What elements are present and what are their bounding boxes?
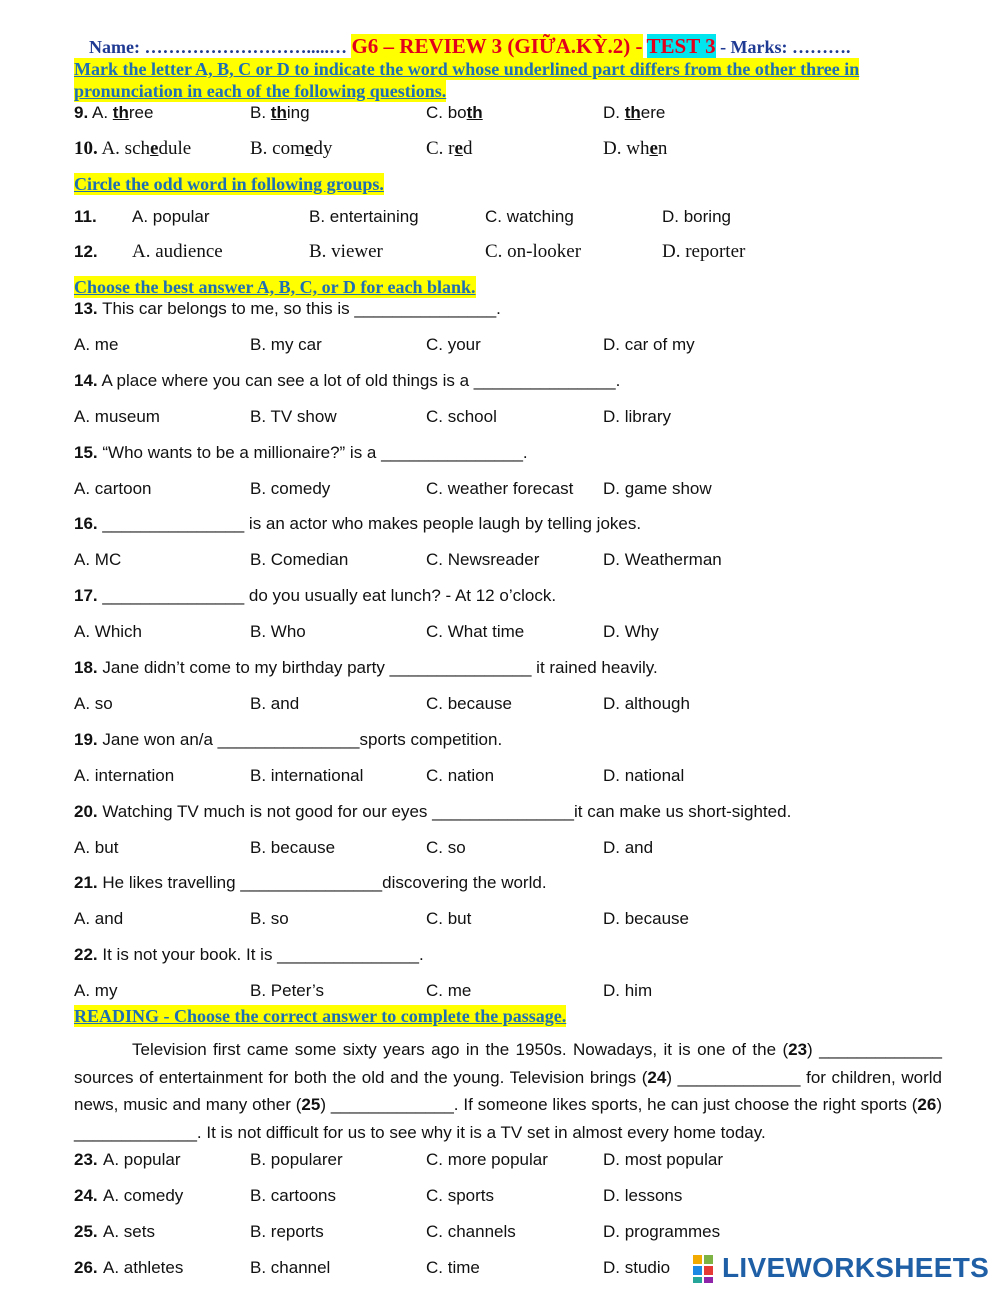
- option-c-prefix: C. bo: [426, 103, 467, 122]
- passage-text-1: Television first came some sixty years ago in the 1950s. Nowadays, it is one of the (: [132, 1040, 789, 1059]
- option-d[interactable]: D. boring: [662, 207, 731, 226]
- option-b[interactable]: B. TV show: [250, 406, 337, 426]
- option-a-suffix: dule: [158, 138, 192, 159]
- option-d[interactable]: D. although: [603, 694, 690, 713]
- option-b[interactable]: B. reports: [250, 1221, 324, 1241]
- option-d[interactable]: D. game show: [603, 478, 712, 498]
- title-separator: [643, 40, 647, 57]
- passage-blank-26: 26: [917, 1095, 937, 1114]
- section-heading-pronunciation-2: pronunciation in each of the following questions.: [74, 81, 447, 101]
- option-a[interactable]: A. MC: [74, 550, 122, 570]
- option-c[interactable]: C. time: [426, 1257, 480, 1277]
- option-c-suffix: d: [462, 138, 473, 159]
- option-a-prefix: A.: [91, 103, 113, 122]
- option-b[interactable]: B. viewer: [309, 241, 383, 262]
- question-text: Jane won an/a _______________sports competition.: [102, 729, 503, 749]
- question-number: 10.: [74, 138, 98, 159]
- passage-blank-24: 24: [647, 1067, 667, 1087]
- option-d[interactable]: D. national: [603, 765, 685, 785]
- option-c[interactable]: C. because: [426, 694, 512, 713]
- option-d-prefix: D. wh: [603, 138, 650, 159]
- option-d-prefix: D.: [603, 103, 625, 122]
- passage-text-4: ) _____________. If someone likes sports, he can just choose the right sports (: [320, 1095, 918, 1114]
- question-number: 22.: [74, 945, 98, 965]
- passage-blank-25: 25: [301, 1095, 321, 1114]
- option-c-underlined: e: [454, 138, 463, 159]
- option-a[interactable]: A. cartoon: [74, 478, 152, 498]
- option-d-underlined: th: [624, 103, 641, 122]
- liveworksheets-logo-text: LIVEWORKSHEETS: [722, 1252, 990, 1283]
- option-b[interactable]: B. entertaining: [309, 207, 419, 226]
- question-text: It is not your book. It is _______________.: [102, 945, 424, 965]
- question-16: [74, 514, 641, 534]
- option-d-suffix: ere: [640, 103, 666, 122]
- question-text: Watching TV much is not good for our eyes _______________it can make us short-sighted.: [102, 801, 792, 821]
- option-a[interactable]: A. but: [74, 837, 119, 857]
- option-a[interactable]: A. comedy: [103, 1185, 184, 1205]
- section-heading-pronunciation: Mark the letter A, B, C or D to indicate the word whose underlined part differs from the other three in: [74, 59, 860, 79]
- question-number: 9.: [74, 103, 89, 122]
- marks-label: - Marks: ……….: [720, 37, 851, 57]
- reading-passage: [74, 1036, 942, 1146]
- question-18: [74, 658, 658, 678]
- passage-blank-23: 23: [788, 1040, 808, 1059]
- option-a-underlined: e: [150, 138, 159, 159]
- option-b[interactable]: B. comedy: [250, 478, 331, 498]
- option-d-suffix: n: [657, 138, 668, 159]
- question-number: 20.: [74, 801, 98, 821]
- option-b[interactable]: B. international: [250, 765, 364, 785]
- section-heading-best-answer: Choose the best answer A, B, C, or D for each blank.: [74, 277, 476, 297]
- question-22: [74, 945, 424, 965]
- option-a[interactable]: A. athletes: [103, 1257, 184, 1277]
- option-d[interactable]: D. Why: [603, 622, 659, 642]
- name-label: Name: ……………………….....…: [89, 37, 347, 57]
- option-a[interactable]: A. internation: [74, 765, 175, 785]
- question-number: 15.: [74, 442, 98, 462]
- question-text: A place where you can see a lot of old things is a _______________.: [101, 370, 621, 390]
- question-text: “Who wants to be a millionaire?” is a _______________.: [102, 442, 528, 462]
- option-a[interactable]: A. sets: [103, 1221, 155, 1241]
- question-number: 25.: [74, 1221, 98, 1241]
- option-b[interactable]: B. cartoons: [250, 1185, 336, 1205]
- option-c[interactable]: C. on-looker: [485, 241, 582, 262]
- question-number: 21.: [74, 873, 98, 893]
- passage-text-2: ) _____________ sources of entertainment for both the old and the young. Television brings (: [74, 1040, 943, 1087]
- option-d[interactable]: D. and: [603, 837, 654, 857]
- question-text: He likes travelling _______________discovering the world.: [102, 873, 547, 893]
- question-number: 17.: [74, 586, 98, 606]
- question-number: 11.: [74, 207, 97, 226]
- option-c[interactable]: C. channels: [426, 1221, 516, 1241]
- option-d[interactable]: D. programmes: [603, 1221, 721, 1241]
- option-c[interactable]: C. so: [426, 837, 466, 857]
- option-c[interactable]: C. me: [426, 981, 472, 1001]
- option-b-prefix: B.: [250, 103, 271, 122]
- option-b-suffix: dy: [313, 138, 333, 159]
- question-14: [74, 371, 620, 391]
- option-a-prefix: A. sch: [101, 138, 151, 159]
- option-b[interactable]: B. and: [250, 694, 300, 713]
- option-c[interactable]: C. but: [426, 909, 472, 929]
- question-text: _______________ do you usually eat lunch? - At 12 o’clock.: [102, 586, 557, 606]
- question-text: This car belongs to me, so this is _______________.: [102, 299, 501, 318]
- question-number: 24.: [74, 1185, 98, 1205]
- option-c[interactable]: C. nation: [426, 765, 495, 785]
- question-20: [74, 802, 791, 822]
- option-d[interactable]: D. because: [603, 909, 689, 929]
- option-b[interactable]: B. because: [250, 837, 336, 857]
- option-c[interactable]: C. weather forecast: [426, 478, 574, 498]
- header-line: [89, 34, 851, 59]
- option-c[interactable]: C. your: [426, 335, 481, 354]
- option-b[interactable]: B. popularer: [250, 1150, 343, 1169]
- question-15: [74, 443, 528, 463]
- option-b[interactable]: B. Comedian: [250, 550, 349, 570]
- option-a[interactable]: A. museum: [74, 406, 160, 426]
- question-text: Jane didn’t come to my birthday party _______________ it rained heavily.: [102, 658, 658, 677]
- passage-text-5: ) _____________. It is not difficult for us to see why it is a TV set in almost every home today.: [74, 1095, 942, 1142]
- page-title: G6 – REVIEW 3 (GIỮA.KỲ.2) -: [351, 34, 643, 58]
- option-d[interactable]: D. studio: [603, 1257, 671, 1277]
- option-c[interactable]: C. Newsreader: [426, 550, 540, 570]
- option-c[interactable]: C. What time: [426, 622, 525, 642]
- option-a[interactable]: A. popular: [132, 207, 210, 226]
- option-c-prefix: C. r: [426, 138, 455, 159]
- passage-text-3: ) _____________ for children, world news, music and many other (: [74, 1067, 943, 1114]
- option-b-prefix: B. com: [250, 138, 305, 159]
- option-a[interactable]: A. my: [74, 981, 118, 1001]
- option-c[interactable]: C. more popular: [426, 1150, 548, 1169]
- option-a[interactable]: A. me: [74, 335, 119, 354]
- option-a[interactable]: A. popular: [103, 1150, 181, 1169]
- test-label: TEST 3: [646, 34, 716, 58]
- section-heading-reading: READING - Choose the correct answer to complete the passage.: [74, 1006, 567, 1026]
- question-number: 23.: [74, 1150, 98, 1169]
- option-b-underlined: th: [270, 103, 287, 122]
- question-number: 16.: [74, 514, 98, 534]
- question-13: [74, 299, 501, 319]
- option-d[interactable]: D. lessons: [603, 1185, 683, 1205]
- option-c[interactable]: C. sports: [426, 1185, 495, 1205]
- question-number: 26.: [74, 1257, 98, 1277]
- option-d[interactable]: D. library: [603, 406, 672, 426]
- question-17: [74, 586, 556, 606]
- option-d-underlined: e: [649, 138, 658, 159]
- question-21: [74, 873, 547, 893]
- option-b-underlined: e: [304, 138, 314, 159]
- option-a-underlined: th: [112, 103, 129, 122]
- option-b[interactable]: B. my car: [250, 335, 322, 354]
- question-number: 12.: [74, 242, 98, 261]
- option-a[interactable]: A. Which: [74, 622, 143, 642]
- option-c[interactable]: C. school: [426, 406, 497, 426]
- section-heading-odd-word: Circle the odd word in following groups.: [74, 174, 384, 194]
- option-d[interactable]: D. car of my: [603, 335, 695, 354]
- option-b[interactable]: B. Peter’s: [250, 981, 325, 1001]
- question-number: 14.: [74, 370, 98, 390]
- option-b[interactable]: B. so: [250, 909, 289, 929]
- question-number: 19.: [74, 729, 98, 749]
- option-d[interactable]: D. reporter: [662, 241, 746, 262]
- question-number: 13.: [74, 299, 98, 318]
- option-d[interactable]: D. most popular: [603, 1150, 723, 1169]
- option-a[interactable]: A. audience: [132, 241, 223, 262]
- question-text: _______________ is an actor who makes people laugh by telling jokes.: [102, 514, 642, 534]
- liveworksheets-logo-icon: [692, 1254, 718, 1284]
- option-c-underlined: th: [466, 103, 483, 122]
- option-a[interactable]: A. so: [74, 694, 113, 713]
- question-number: 18.: [74, 658, 98, 677]
- option-b[interactable]: B. Who: [250, 622, 306, 642]
- option-b[interactable]: B. channel: [250, 1257, 331, 1277]
- question-19: [74, 730, 502, 750]
- option-c[interactable]: C. watching: [485, 207, 574, 226]
- option-a[interactable]: A. and: [74, 909, 124, 929]
- option-a-suffix: ree: [128, 103, 154, 122]
- option-d[interactable]: D. him: [603, 981, 653, 1001]
- option-d[interactable]: D. Weatherman: [603, 550, 722, 570]
- option-b-suffix: ing: [286, 103, 310, 122]
